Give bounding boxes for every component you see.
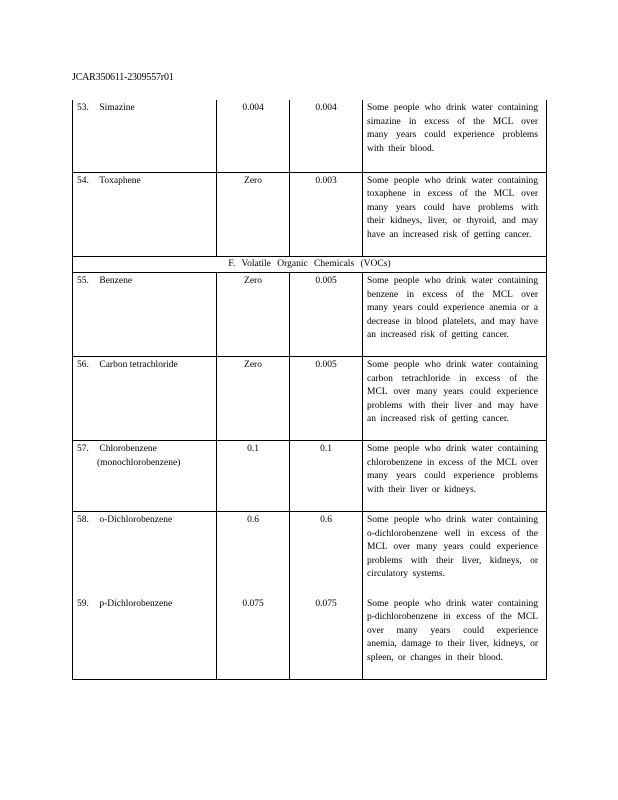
contaminant-name-alt: (monochlorobenzene) bbox=[97, 457, 181, 468]
mclg-value: 0.075 bbox=[217, 596, 290, 680]
row-number: 56. bbox=[77, 360, 89, 371]
contaminant-name: Benzene bbox=[99, 276, 133, 287]
row-number: 57. bbox=[77, 444, 89, 455]
health-effect: Some people who drink water containing benzene in excess of the MCL over many years could experience anemia or a decrease in blood platelets, and may have an increased risk of getting cancer. bbox=[363, 273, 547, 357]
health-effect: Some people who drink water containing toxaphene in excess of the MCL over many years could have problems with their kidneys, liver, or thyroid, and may have an increased risk of getting cancer. bbox=[363, 172, 547, 256]
contaminant-name-cell bbox=[73, 273, 217, 357]
table-row bbox=[73, 596, 547, 680]
row-number: 55. bbox=[77, 276, 89, 287]
mclg-value: 0.1 bbox=[217, 441, 290, 512]
section-heading-row bbox=[73, 256, 547, 273]
health-effect: Some people who drink water containing carbon tetrachloride in excess of the MCL over many years could experience problems with their liver and may have an increased risk of getting cancer. bbox=[363, 357, 547, 441]
contaminant-name-cell bbox=[73, 441, 217, 512]
contaminant-name: Chlorobenzene bbox=[99, 444, 157, 455]
contaminant-name: p-Dichlorobenzene bbox=[99, 598, 173, 609]
mclg-value: 0.004 bbox=[217, 100, 290, 172]
document-id: JCAR350611-2309557r01 bbox=[72, 72, 174, 83]
mcl-value: 0.004 bbox=[290, 100, 363, 172]
contaminant-name-cell bbox=[73, 100, 217, 172]
mcl-value: 0.005 bbox=[290, 357, 363, 441]
mcl-value: 0.003 bbox=[290, 172, 363, 256]
mclg-value: Zero bbox=[217, 172, 290, 256]
row-number: 59. bbox=[77, 598, 89, 609]
mclg-value: Zero bbox=[217, 357, 290, 441]
contaminant-name-cell bbox=[73, 512, 217, 596]
table-row bbox=[73, 441, 547, 512]
table-row bbox=[73, 100, 547, 172]
mcl-value: 0.005 bbox=[290, 273, 363, 357]
health-effect: Some people who drink water containing chlorobenzene in excess of the MCL over many years could experience problems with their liver or kidneys. bbox=[363, 441, 547, 512]
contaminant-name-cell bbox=[73, 596, 217, 680]
row-number: 54. bbox=[77, 175, 89, 186]
section-heading: F. Volatile Organic Chemicals (VOCs) bbox=[73, 256, 547, 273]
table-row bbox=[73, 273, 547, 357]
table-row bbox=[73, 357, 547, 441]
mcl-value: 0.6 bbox=[290, 512, 363, 596]
health-effect: Some people who drink water containing p-dichlorobenzene in excess of the MCL over many years could experience anemia, damage to their liver, kidneys, or spleen, or changes in their blood. bbox=[363, 596, 547, 680]
table-row bbox=[73, 512, 547, 596]
mcl-value: 0.1 bbox=[290, 441, 363, 512]
contaminant-table bbox=[72, 100, 547, 680]
mcl-value: 0.075 bbox=[290, 596, 363, 680]
contaminant-name: Simazine bbox=[99, 103, 135, 113]
health-effect: Some people who drink water containing simazine in excess of the MCL over many years could experience problems with their blood. bbox=[363, 100, 547, 172]
mclg-value: Zero bbox=[217, 273, 290, 357]
row-number: 53. bbox=[77, 103, 89, 113]
contaminant-name: o-Dichlorobenzene bbox=[99, 515, 173, 526]
contaminant-name-cell bbox=[73, 357, 217, 441]
contaminant-name-cell bbox=[73, 172, 217, 256]
mclg-value: 0.6 bbox=[217, 512, 290, 596]
table-row bbox=[73, 172, 547, 256]
health-effect: Some people who drink water containing o-dichlorobenzene well in excess of the MCL over many years could experience problems with their liver, kidneys, or circulatory systems. bbox=[363, 512, 547, 596]
contaminant-name: Toxaphene bbox=[99, 175, 141, 186]
row-number: 58. bbox=[77, 515, 89, 526]
contaminant-name: Carbon tetrachloride bbox=[99, 360, 178, 371]
